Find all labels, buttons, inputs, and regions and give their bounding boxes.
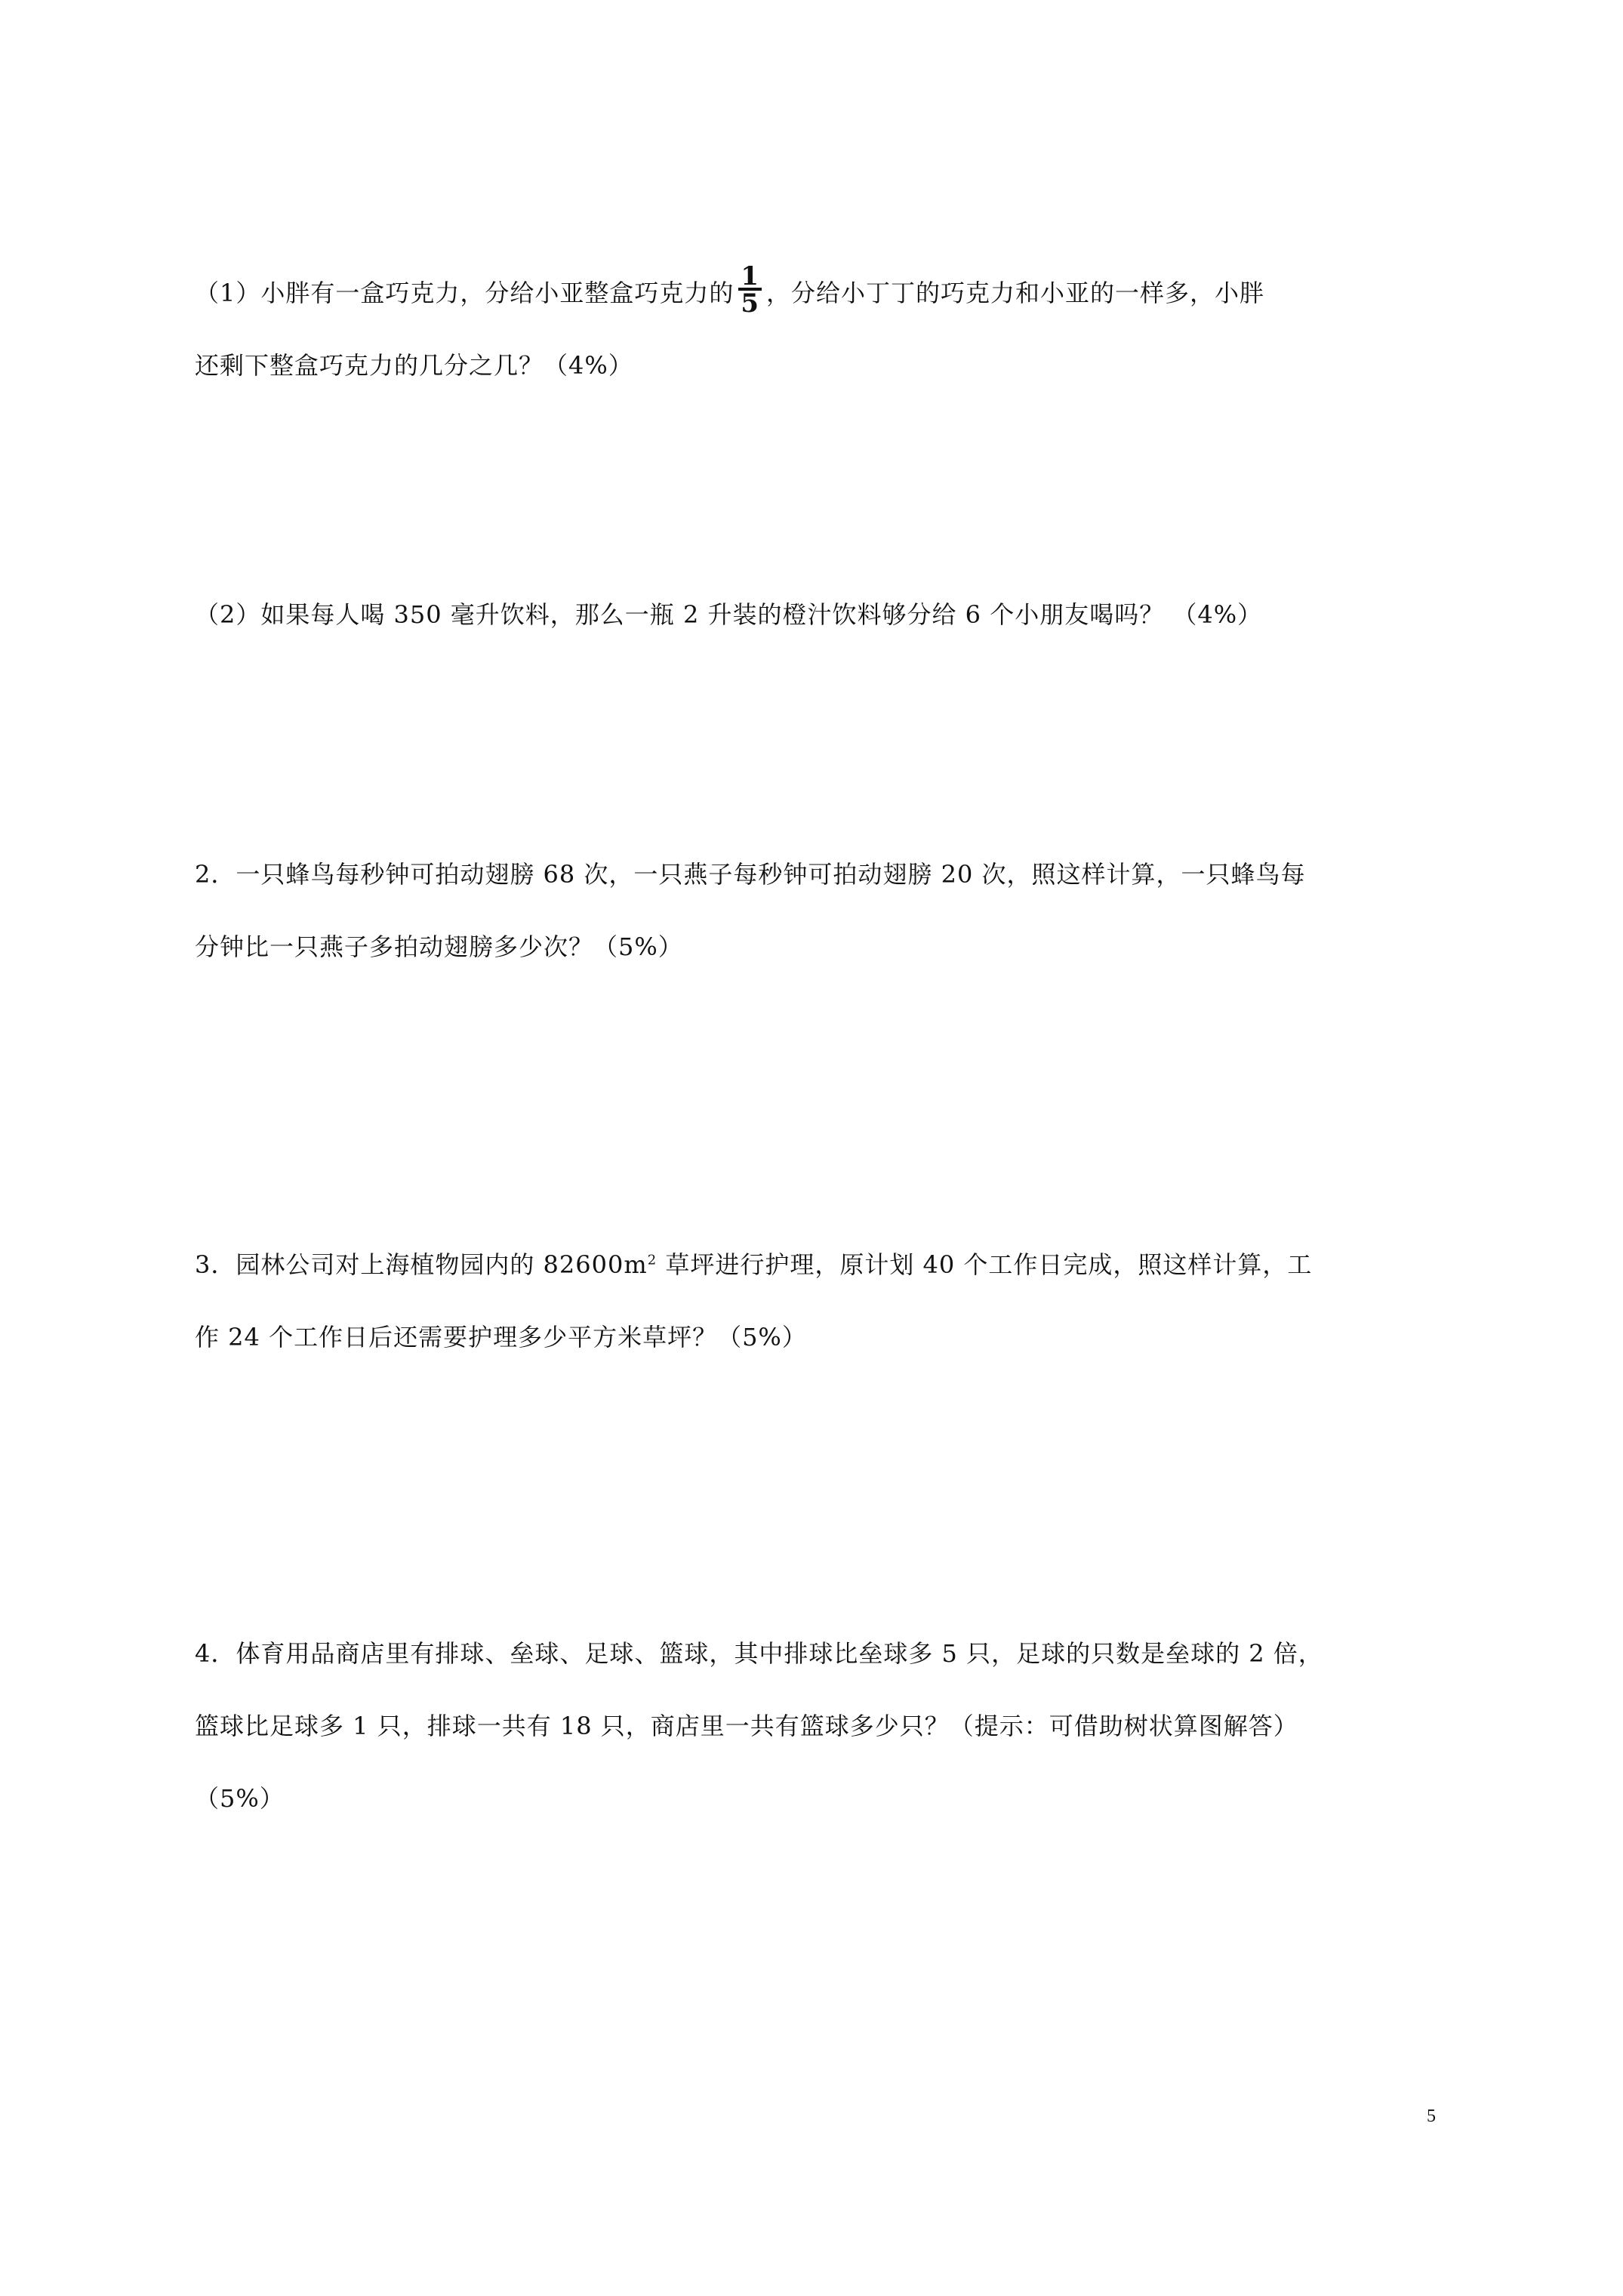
question-1-1-line-1 [195,257,1448,329]
question-3-line-2: 作 24 个工作日后还需要护理多少平方米草坪？（5%） [195,1323,807,1351]
question-3-line-1-end: 草坪进行护理，原计划 40 个工作日完成，照这样计算，工 [657,1250,1313,1279]
question-1-2-line-1: （2）如果每人喝 350 毫升饮料，那么一瓶 2 升装的橙汁饮料够分给 6 个小朋友喝吗？ （4%） [195,600,1263,629]
square-superscript: 2 [647,1252,658,1268]
question-3-line-1-start: 3．园林公司对上海植物园内的 82600m [195,1250,648,1279]
fraction-numerator: 1 [738,265,762,291]
question-1-2 [195,578,1448,651]
question-2-line-1: 2．一只蜂鸟每秒钟可拍动翅膀 68 次，一只燕子每秒钟可拍动翅膀 20 次，照这样计算，一只蜂鸟每 [195,860,1306,889]
question-3 [195,1228,1448,1373]
question-3-line-1 [195,1228,1448,1301]
question-1-1-prefix: （1）小胖有一盒巧克力，分给小亚整盒巧克力的 [195,279,735,307]
question-2-line-2: 分钟比一只燕子多拍动翅膀多少次？（5%） [195,932,683,961]
question-1-1-line-2: 还剩下整盒巧克力的几分之几？（4%） [195,351,633,380]
question-4-line-3: （5%） [195,1784,285,1813]
question-4 [195,1617,1448,1835]
page-number: 5 [1427,2106,1436,2126]
fraction-one-fifth [738,261,762,319]
question-2 [195,838,1448,983]
fraction-denominator: 5 [741,288,760,319]
question-4-line-1: 4．体育用品商店里有排球、垒球、足球、篮球，其中排球比垒球多 5 只，足球的只数是垒球的 2 倍， [195,1639,1323,1668]
question-1-1-suffix: ，分给小丁丁的巧克力和小亚的一样多，小胖 [766,279,1265,307]
question-1-1 [195,257,1448,402]
question-4-line-2: 篮球比足球多 1 只，排球一共有 18 只，商店里一共有篮球多少只？（提示：可借助树状算图解答） [195,1712,1298,1740]
